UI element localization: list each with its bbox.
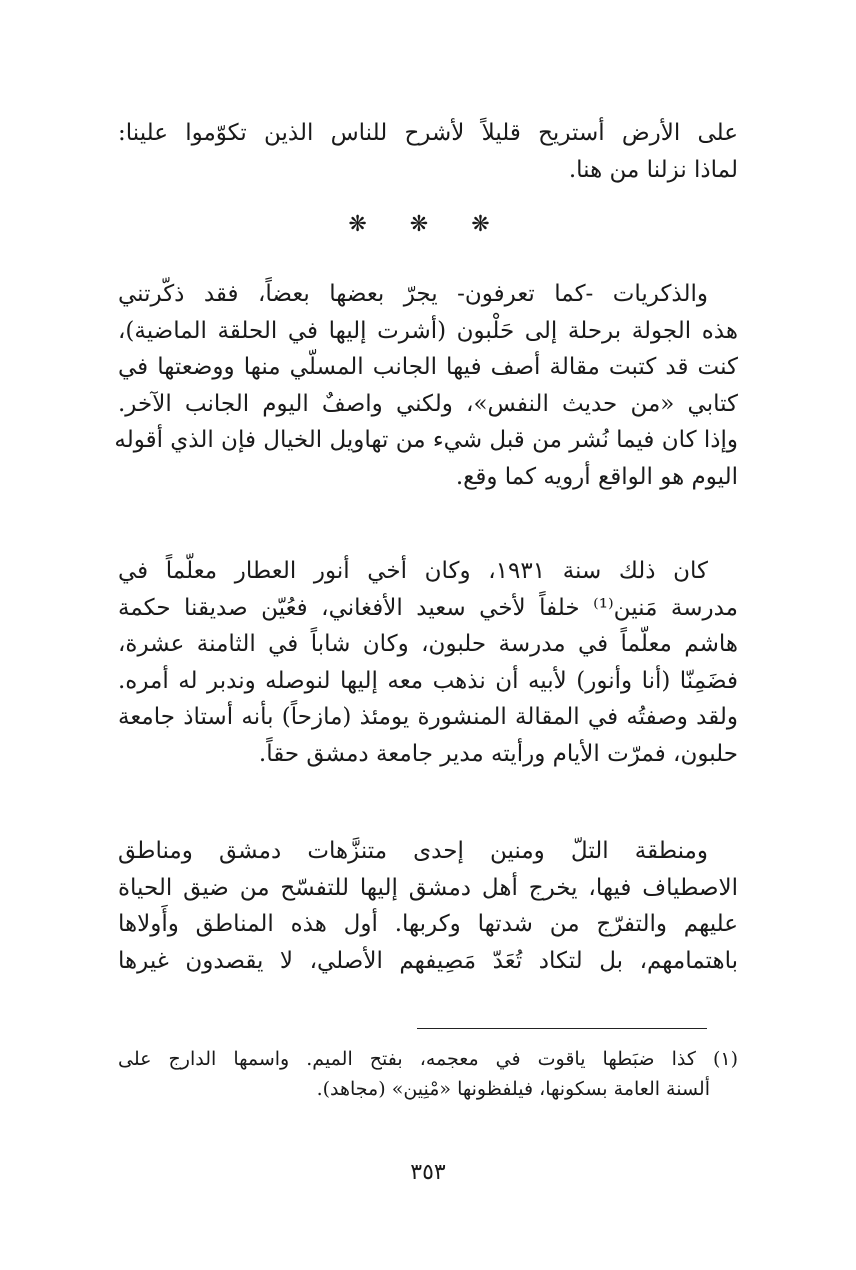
text-line: وإذا كان فيما نُشر من قبل شيء من تهاويل الخيال فإن الذي أقوله [114,427,738,453]
text-line: ولقد وصفتُه في المقالة المنشورة يومئذ (مازحاً) بأنه أستاذ جامعة [118,704,738,730]
text-line: فضَمِنّا (أنا وأنور) لأبيه أن نذهب معه إليها لنوصله وندبر له أمره. [118,667,738,694]
text-line: هاشم معلّماً في مدرسة حلبون، وكان شاباً في الثامنة عشرة، [118,631,738,657]
text-line: كان ذلك سنة ١٩٣١، وكان أخي أنور العطار معلّماً في [118,558,708,584]
text-line: ومنطقة التلّ ومنين إحدى متنزَّهات دمشق ومناطق [118,838,708,864]
text-line: كنت قد كتبت مقالة أصف فيها الجانب المسلّي منها ووضعتها في [118,354,738,380]
footnote [118,1044,738,1104]
footnote-line: ألسنة العامة بسكونها، فيلفظونها «مْنِين» (مجاهد). [316,1078,710,1100]
text-line: عليهم والتفرّج من شدتها وكربها. أول هذه المناطق وأَولاها [118,911,738,937]
text-line: كتابي «من حديث النفس»، ولكني واصفٌ اليوم الجانب الآخر. [118,390,738,417]
text-line: لماذا نزلنا من هنا. [568,156,738,183]
section-separator: ❋ ❋ ❋ [348,212,508,237]
footnote-divider [417,1028,707,1029]
footnote-line: (١) كذا ضبَطها ياقوت في معجمه، بفتح الميم. واسمها الدارج على [118,1048,738,1070]
text-line: باهتمامهم، بل لتكاد تُعَدّ مَصِيفهم الأصلي، لا يقصدون غيرها [118,947,738,974]
text-line: على الأرض أستريح قليلاً لأشرح للناس الذين تكوّموا علينا: [118,120,738,146]
text-line: هذه الجولة برحلة إلى حَلْبون (أشرت إليها في الحلقة الماضية)، [118,317,738,344]
text-line: الاصطياف فيها، يخرج أهل دمشق إليها للتفسّح من ضيق الحياة [118,874,738,901]
text-line: اليوم هو الواقع أرويه كما وقع. [455,463,738,490]
text-line: مدرسة مَنين⁽¹⁾ خلفاً لأخي سعيد الأفغاني، فعُيّن صديقنا حكمة [118,594,738,621]
text-line: والذكريات -كما تعرفون- يجرّ بعضها بعضاً، فقد ذكّرتني [118,281,708,307]
page-number: ٣٥٣ [410,1160,446,1185]
paragraph-continued [118,115,738,188]
paragraph-tell-region [118,833,738,979]
text-line: حلبون، فمرّت الأيام ورأيته مدير جامعة دمشق حقاً. [258,740,738,767]
paragraph-year-1931 [118,553,738,772]
paragraph-memories [114,276,738,495]
